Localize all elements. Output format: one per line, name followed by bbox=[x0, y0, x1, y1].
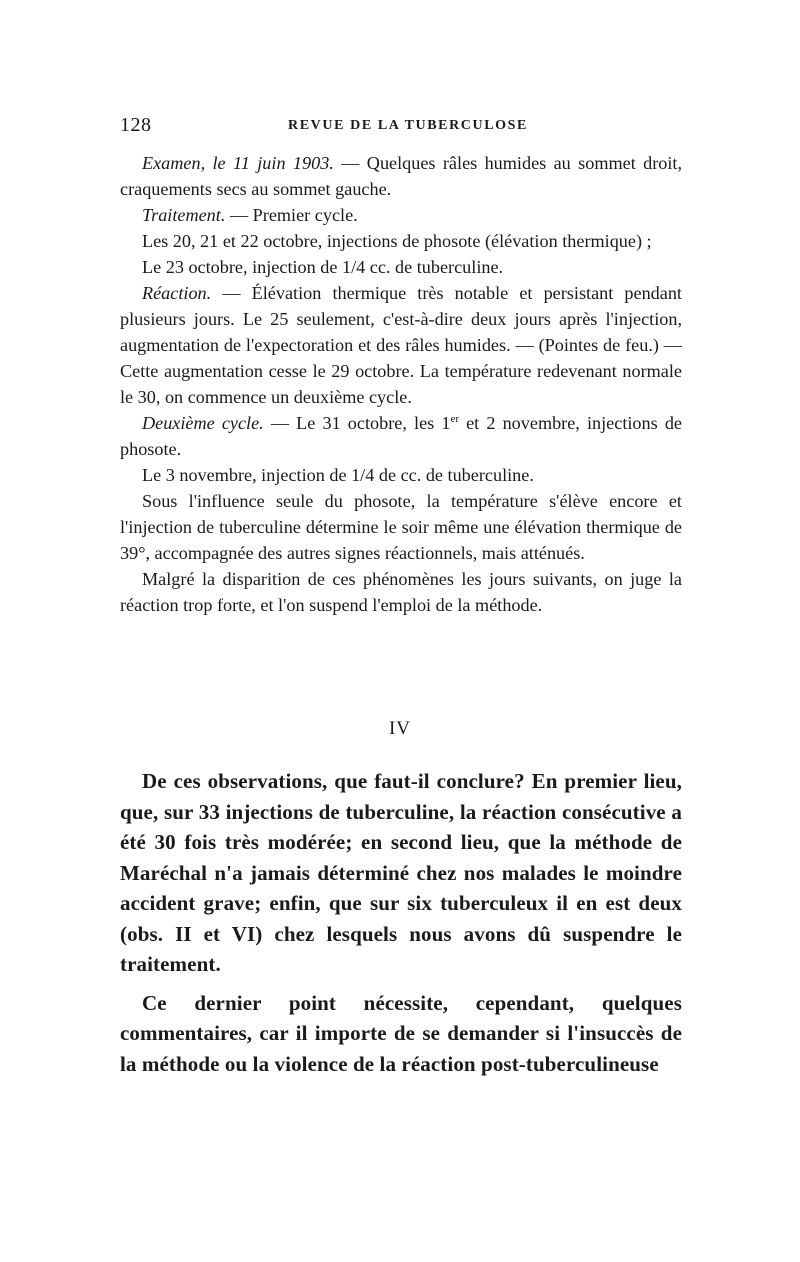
exam-label: Examen, le bbox=[142, 153, 226, 173]
second-cycle-text-a: — Le 31 octobre, les 1 bbox=[263, 413, 451, 433]
injections-paragraph: Les 20, 21 et 22 octobre, injections de phosote (élévation thermique) ; bbox=[142, 231, 652, 251]
influence-paragraph: Sous l'influence seule du phosote, la température s'élève encore et l'injection de tuberculine détermine le soir même une élévation thermique de 39°, accompagnée des autres signes réactionnels, mais atténués. bbox=[120, 491, 682, 563]
treatment-paragraph bbox=[120, 202, 682, 228]
exam-date: 11 juin 1903. bbox=[233, 153, 334, 173]
page-header bbox=[120, 114, 682, 138]
tuberculin-paragraph-1: Le 23 octobre, injection de 1/4 cc. de tuberculine. bbox=[142, 257, 504, 277]
second-cycle-sup: er bbox=[450, 412, 459, 425]
section-paragraph-2: Ce dernier point nécessite, cependant, quelques commentaires, car il importe de se demander si l'insuccès de la méthode ou la violence de la réaction post-tuberculineuse bbox=[120, 990, 682, 1076]
treatment-label: Traitement. bbox=[142, 205, 226, 225]
section-body bbox=[120, 766, 682, 1079]
reaction-text: — Élévation thermique très notable et persistant pendant plusieurs jours. Le 25 seulement, c'est-à-dire deux jours après l'injection, augmentation de l'expectoration et des râles humides. — (Pointes de feu.) — Cette augmentation cesse le 29 octobre. La température redevenant normale le 30, on commence un deuxième cycle. bbox=[120, 283, 682, 407]
running-head: REVUE DE LA TUBERCULOSE bbox=[288, 118, 528, 133]
section-number: IV bbox=[388, 718, 412, 739]
conclusion-paragraph: Malgré la disparition de ces phénomènes les jours suivants, on juge la réaction trop forte, et l'on suspend l'emploi de la méthode. bbox=[120, 569, 682, 615]
exam-paragraph bbox=[120, 150, 682, 202]
reaction-label: Réaction. bbox=[142, 283, 212, 303]
tuberculin-paragraph-2: Le 3 novembre, injection de 1/4 de cc. de tuberculine. bbox=[142, 465, 534, 485]
treatment-text: — Premier cycle. bbox=[225, 205, 358, 225]
reaction-paragraph bbox=[120, 280, 682, 410]
second-cycle-label: Deuxième cycle. bbox=[142, 413, 264, 433]
section-paragraph-1: De ces observations, que faut-il conclure? En premier lieu, que, sur 33 injections de tuberculine, la réaction consécutive a été 30 fois très modérée; en second lieu, que la méthode de Maréchal n'a jamais déterminé chez nos malades le moindre accident grave; enfin, que sur six tuberculeux il en est deux (obs. II et VI) chez lesquels nous avons dû suspendre le traitement. bbox=[120, 769, 682, 976]
second-cycle-paragraph bbox=[120, 410, 682, 462]
observation-block bbox=[120, 150, 682, 618]
page-number: 128 bbox=[120, 114, 152, 136]
second-cycle-text-b: et 2 novembre, injections de phosote. bbox=[120, 413, 682, 459]
exam-text: — Quelques râles humides au sommet droit, craquements secs au sommet gauche. bbox=[120, 153, 683, 199]
